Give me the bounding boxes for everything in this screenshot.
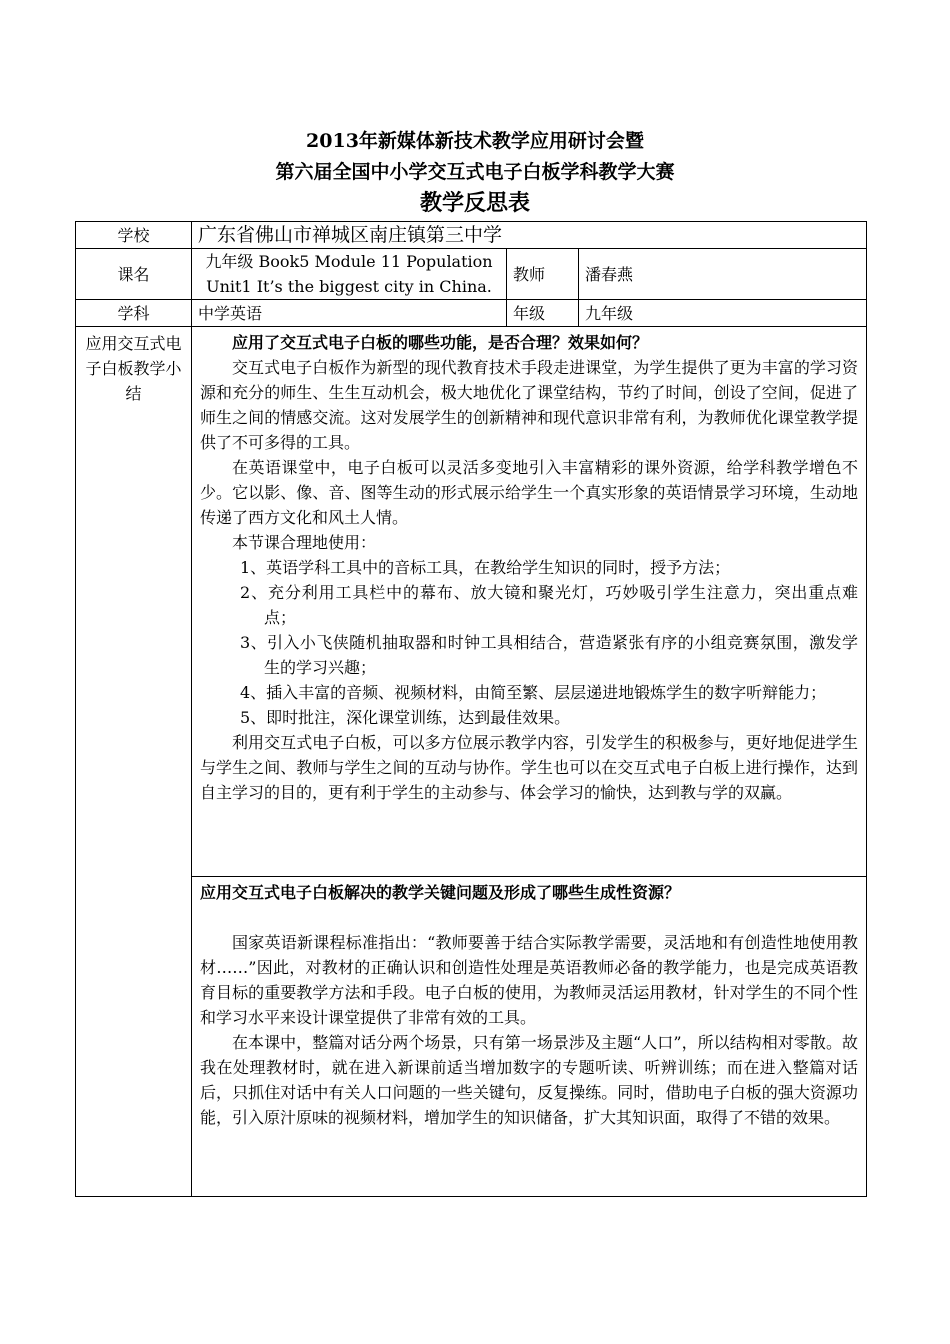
course-label: 课名 (76, 249, 192, 300)
section-1-content (192, 327, 867, 877)
section-1-paragraph: 利用交互式电子白板，可以多方位展示教学内容，引发学生的积极参与，更好地促进学生与学生之间、教师与学生之间的互动与协作。学生也可以在交互式电子白板上进行操作，达到自主学习的目的，更有利于学生的主动参与、体会学习的愉快，达到教与学的双赢。 (200, 733, 858, 802)
row-section-2 (76, 877, 867, 1197)
grade-value: 九年级 (579, 300, 867, 327)
teacher-value: 潘春燕 (579, 249, 867, 300)
section-2-paragraph: 国家英语新课程标准指出：“教师要善于结合实际教学需要，灵活地和有创造性地使用教材……”因此，对教材的正确认识和创造性处理是英语教师必备的教学能力，也是完成英语教育目标的重要教学方法和手段。电子白板的使用，为教师灵活运用教材，针对学生的不同个性和学习水平来设计课堂提供了非常有效的工具。 (200, 933, 858, 1027)
section-1-paragraph: 交互式电子白板作为新型的现代教育技术手段走进课堂，为学生提供了更为丰富的学习资源和充分的师生、生生互动机会，极大地优化了课堂结构，节约了时间，创设了空间，促进了师生之间的情感交流。这对发展学生的创新精神和现代意识非常有利，为教师优化课堂教学提供了不可多得的工具。 (200, 358, 858, 452)
list-item: 2、充分利用工具栏中的幕布、放大镜和聚光灯，巧妙吸引学生注意力，突出重点难点； (240, 583, 858, 627)
section-label: 应用交互式电子白板教学小结 (76, 327, 192, 1197)
title-line-1: 2013年新媒体新技术教学应用研讨会暨 (306, 130, 644, 152)
list-item: 4、插入丰富的音频、视频材料，由简至繁、层层递进地锻炼学生的数字听辩能力； (240, 683, 827, 702)
title-line-2: 第六届全国中小学交互式电子白板学科教学大赛 (275, 161, 675, 183)
section-2-heading: 应用交互式电子白板解决的教学关键问题及形成了哪些生成性资源？ (200, 883, 681, 902)
teacher-label: 教师 (507, 249, 579, 300)
school-value: 广东省佛山市禅城区南庄镇第三中学 (192, 222, 867, 249)
list-item: 3、引入小飞侠随机抽取器和时钟工具相结合，营造紧张有序的小组竞赛氛围，激发学生的学习兴趣； (240, 633, 858, 677)
reflection-form-table (75, 221, 867, 1197)
course-line-2: Unit1 It’s the biggest city in China. (206, 277, 492, 296)
section-1-heading: 应用了交互式电子白板的哪些功能，是否合理？效果如何？ (232, 333, 649, 352)
row-section-1 (76, 327, 867, 877)
list-item: 1、英语学科工具中的音标工具，在教给学生知识的同时，授予方法； (240, 558, 731, 577)
row-course (76, 249, 867, 300)
course-value (192, 249, 507, 300)
subject-value: 中学英语 (192, 300, 507, 327)
school-label: 学校 (76, 222, 192, 249)
subject-label: 学科 (76, 300, 192, 327)
document-title-block (0, 126, 950, 218)
list-item: 5、即时批注，深化课堂训练，达到最佳效果。 (240, 708, 571, 727)
section-1-paragraph: 在英语课堂中，电子白板可以灵活多变地引入丰富精彩的课外资源，给学科教学增色不少。它以影、像、音、图等生动的形式展示给学生一个真实形象的英语情景学习环境，生动地传递了西方文化和风土人情。 (200, 458, 858, 527)
section-1-paragraph: 本节课合理地使用： (232, 533, 377, 552)
course-line-1: 九年级 Book5 Module 11 Population (205, 252, 493, 271)
title-line-3: 教学反思表 (419, 190, 530, 216)
section-2-content (192, 877, 867, 1197)
section-2-paragraph: 在本课中，整篇对话分两个场景，只有第一场景涉及主题“人口”，所以结构相对零散。故我在处理教材时，就在进入新课前适当增加数字的专题听读、听辨训练；而在进入整篇对话后，只抓住对话中有关人口问题的一些关键句，反复操练。同时，借助电子白板的强大资源功能，引入原汁原味的视频材料，增加学生的知识储备，扩大其知识面，取得了不错的效果。 (200, 1033, 858, 1127)
row-school (76, 222, 867, 249)
row-subject (76, 300, 867, 327)
grade-label: 年级 (507, 300, 579, 327)
blank-line (200, 905, 858, 930)
